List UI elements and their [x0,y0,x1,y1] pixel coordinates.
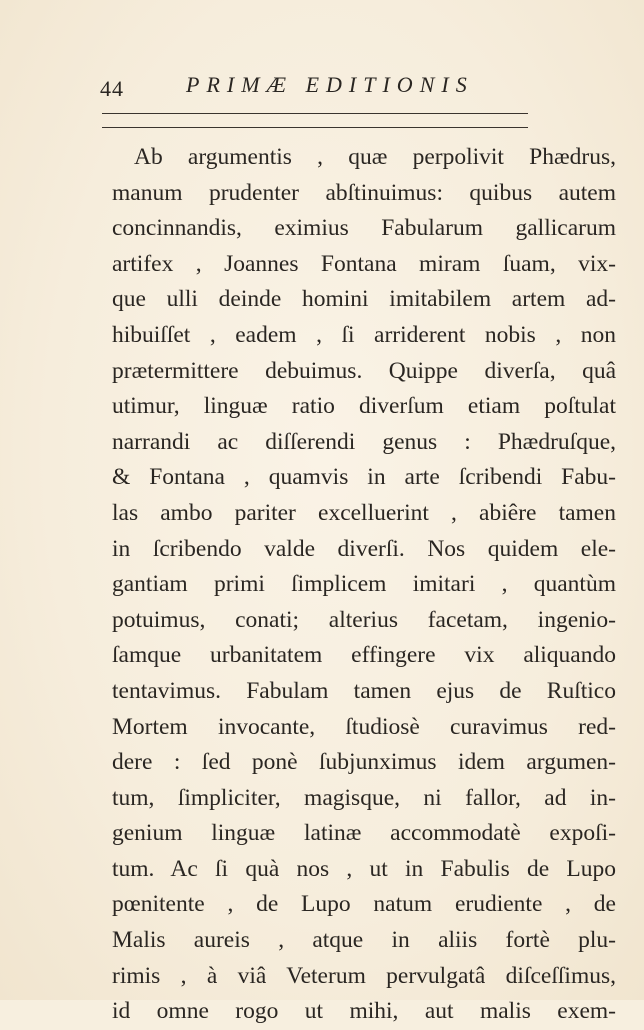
page-header [100,70,530,104]
text-line: utimur, linguæ ratio diverſum etiam poſtulat [112,393,616,420]
text-line: in ſcribendo valde diverſi. Nos quidem ele- [112,535,616,562]
text-line: gantiam primi ſimplicem imitari , quantùm [112,571,616,598]
text-line: ſamque urbanitatem effingere vix aliquando [112,642,616,669]
text-line: pœnitente , de Lupo natum erudiente , de [112,891,616,918]
text-line: Ab argumentis , quæ perpolivit Phædrus, [134,144,616,170]
text-line: que ulli deinde homini imitabilem artem ad- [112,286,616,313]
text-line: id omne rogo ut mihi, aut malis exem- [112,998,616,1025]
text-line: potuimus, conati; alterius facetam, ingenio- [112,606,616,633]
text-line: hibuiſſet , eadem , ſi arriderent nobis , non [112,321,616,348]
text-line: genium linguæ latinæ accommodatè expoſi- [112,820,616,847]
text-line: prætermittere debuimus. Quippe diverſa, quâ [112,357,616,384]
text-line: rimis , à viâ Veterum pervulgatâ diſceſſimus, [112,962,616,989]
text-line: artifex , Joannes Fontana miram ſuam, vix- [112,250,616,277]
running-head: PRIMÆ EDITIONIS [186,72,474,97]
text-line: Mortem invocante, ſtudiosè curavimus red- [112,713,616,740]
text-line: tum. Ac ſi quà nos , ut in Fabulis de Lupo [112,855,616,882]
text-line: manum prudenter abſtinuimus: quibus autem [112,179,616,206]
page-number: 44 [100,76,124,101]
text-line: dere : ſed ponè ſubjunximus idem argumen- [112,749,616,776]
text-line: tentavimus. Fabulam tamen ejus de Ruſtico [112,677,616,704]
text-line: concinnandis, eximius Fabularum gallicarum [112,215,616,242]
body-text [112,140,616,1030]
text-line: las ambo pariter excelluerint , abiêre tamen [112,499,616,526]
text-line: narrandi ac diſſerendi genus : Phædruſque, [112,428,616,455]
text-line: tum, ſimpliciter, magisque, ni fallor, ad in- [112,784,616,811]
header-rule-bottom [102,127,528,128]
text-line: & Fontana , quamvis in arte ſcribendi Fabu- [112,464,616,491]
text-line: Malis aureis , atque in aliis fortè plu- [112,927,616,954]
header-rule-top [102,113,528,114]
